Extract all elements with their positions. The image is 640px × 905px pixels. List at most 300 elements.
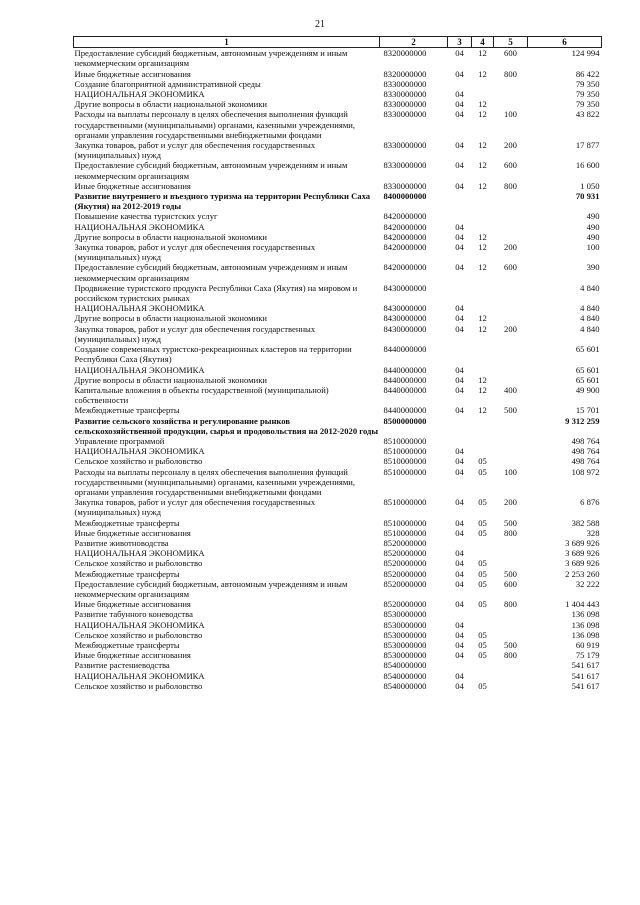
row-subsection: 12 <box>478 160 487 171</box>
row-code: 8430000000 <box>383 303 427 314</box>
row-amount: 17 877 <box>575 140 600 151</box>
table-row <box>74 497 602 517</box>
row-name: Создание благоприятной административной среды <box>74 78 261 89</box>
row-amount: 3 689 926 <box>565 537 600 548</box>
row-name: Сельское хозяйство и рыболовство <box>74 629 203 640</box>
row-amount: 79 350 <box>575 89 600 100</box>
row-expense-type <box>494 681 528 691</box>
row-subsection <box>472 436 494 446</box>
row-code: 8320000000 <box>383 48 427 59</box>
row-section: 04 <box>455 313 464 324</box>
row-amount: 49 900 <box>575 384 600 395</box>
row-amount: 43 822 <box>575 109 600 120</box>
row-code: 8420000000 <box>383 211 427 222</box>
row-code: 8400000000 <box>383 191 427 202</box>
row-expense-type <box>494 456 528 466</box>
row-code: 8510000000 <box>383 435 427 446</box>
row-name: Другие вопросы в области национальной экономики <box>74 231 267 242</box>
row-code: 8530000000 <box>383 619 427 630</box>
row-name: Межбюджетные трансферты <box>74 405 180 416</box>
row-name: Развитие растениеводства <box>74 660 170 671</box>
row-amount: 70 931 <box>575 191 600 202</box>
row-expense-type <box>494 79 528 89</box>
row-code: 8530000000 <box>383 629 427 640</box>
row-code: 8330000000 <box>383 109 427 120</box>
row-expense-type: 200 <box>504 497 517 508</box>
row-subsection: 05 <box>478 517 487 528</box>
row-name: Капитальные вложения в объекты государственной (муниципальной) собственности <box>74 384 329 406</box>
table-row <box>74 69 602 79</box>
row-expense-type: 800 <box>504 527 517 538</box>
row-code: 8420000000 <box>383 242 427 253</box>
row-amount: 1 050 <box>580 180 600 191</box>
row-expense-type: 400 <box>504 384 517 395</box>
row-subsection <box>472 283 494 303</box>
row-code: 8430000000 <box>383 323 427 334</box>
row-amount: 2 253 260 <box>565 568 600 579</box>
row-expense-type <box>494 89 528 99</box>
row-expense-type: 600 <box>504 48 517 59</box>
row-amount: 16 600 <box>575 160 600 171</box>
table-row <box>74 181 602 191</box>
row-section: 04 <box>455 639 464 650</box>
row-name: Иные бюджетные ассигнования <box>74 599 191 610</box>
row-expense-type: 200 <box>504 242 517 253</box>
row-amount: 60 919 <box>575 639 600 650</box>
row-subsection <box>472 446 494 456</box>
row-expense-type <box>494 538 528 548</box>
row-section <box>448 211 472 221</box>
table-row <box>74 232 602 242</box>
table-row <box>74 222 602 232</box>
row-name: Расходы на выплаты персоналу в целях обеспечения выполнения функций государственными (муниципальными) органами, казенными учреждениями, органами управления государственными внебюджетными фондами <box>74 466 356 497</box>
table-row <box>74 416 602 436</box>
row-section: 04 <box>455 180 464 191</box>
row-name: Другие вопросы в области национальной экономики <box>74 313 267 324</box>
row-name: Создание современных туристско-рекреационных кластеров на территории Республики Саха (Якутия) <box>74 344 352 365</box>
row-name: НАЦИОНАЛЬНАЯ ЭКОНОМИКА <box>74 89 205 100</box>
row-name: НАЦИОНАЛЬНАЯ ЭКОНОМИКА <box>74 670 205 681</box>
row-name: Управление программой <box>74 435 165 446</box>
row-subsection: 12 <box>478 99 487 110</box>
table-row <box>74 548 602 558</box>
row-name: Иные бюджетные ассигнования <box>74 180 191 191</box>
row-name: Иные бюджетные ассигнования <box>74 527 191 538</box>
row-name: НАЦИОНАЛЬНАЯ ЭКОНОМИКА <box>74 364 205 375</box>
table-row <box>74 303 602 313</box>
row-amount: 541 617 <box>571 680 600 691</box>
row-name: Сельское хозяйство и рыболовство <box>74 680 203 691</box>
row-section <box>448 416 472 436</box>
row-amount: 9 312 259 <box>565 415 600 426</box>
row-name: Межбюджетные трансферты <box>74 568 180 579</box>
row-code: 8330000000 <box>383 180 427 191</box>
row-expense-type: 500 <box>504 517 517 528</box>
row-name: НАЦИОНАЛЬНАЯ ЭКОНОМИКА <box>74 303 205 314</box>
row-expense-type <box>494 660 528 670</box>
row-subsection <box>472 609 494 619</box>
row-code: 8520000000 <box>383 578 427 589</box>
row-name: Предоставление субсидий бюджетным, автономным учреждениям и иным некоммерческим организациям <box>74 160 348 181</box>
row-expense-type: 500 <box>504 405 517 416</box>
row-amount: 390 <box>586 262 600 273</box>
row-amount: 124 994 <box>571 48 600 59</box>
row-subsection <box>472 365 494 375</box>
row-code: 8530000000 <box>383 609 427 620</box>
row-name: Повышение качества туристских услуг <box>74 211 218 222</box>
header-col-4: 4 <box>472 37 494 48</box>
row-section <box>448 344 472 364</box>
row-amount: 490 <box>586 211 600 222</box>
row-section: 04 <box>455 374 464 385</box>
row-expense-type <box>494 283 528 303</box>
row-section: 04 <box>455 558 464 569</box>
row-name: Межбюджетные трансферты <box>74 517 180 528</box>
row-expense-type: 800 <box>504 180 517 191</box>
row-code: 8430000000 <box>383 282 427 293</box>
row-expense-type <box>494 416 528 436</box>
table-row <box>74 283 602 303</box>
row-name: НАЦИОНАЛЬНАЯ ЭКОНОМИКА <box>74 221 205 232</box>
table-row <box>74 518 602 528</box>
row-section: 04 <box>455 517 464 528</box>
row-amount: 65 601 <box>575 344 600 355</box>
row-subsection: 12 <box>478 180 487 191</box>
row-name: Закупка товаров, работ и услуг для обеспечения государственных (муниципальных) нужд <box>74 497 316 518</box>
row-amount: 108 972 <box>571 466 600 477</box>
row-expense-type: 800 <box>504 650 517 661</box>
row-section: 04 <box>455 242 464 253</box>
row-section: 04 <box>455 48 464 59</box>
row-subsection: 05 <box>478 639 487 650</box>
table-row <box>74 140 602 160</box>
row-section: 04 <box>455 99 464 110</box>
row-subsection <box>472 222 494 232</box>
table-row <box>74 365 602 375</box>
row-subsection: 05 <box>478 466 487 477</box>
row-expense-type <box>494 446 528 456</box>
row-code: 8500000000 <box>383 415 427 426</box>
row-amount: 4 840 <box>580 313 600 324</box>
row-code: 8520000000 <box>383 548 427 559</box>
row-name: Предоставление субсидий бюджетным, автономным учреждениям и иным некоммерческим организациям <box>74 48 348 69</box>
row-expense-type <box>494 344 528 364</box>
table-row <box>74 620 602 630</box>
table-row <box>74 640 602 650</box>
table-row <box>74 48 602 69</box>
header-col-5: 5 <box>494 37 528 48</box>
row-subsection <box>472 303 494 313</box>
row-section: 04 <box>455 89 464 100</box>
row-section <box>448 660 472 670</box>
row-expense-type <box>494 222 528 232</box>
table-row <box>74 650 602 660</box>
row-code: 8510000000 <box>383 497 427 508</box>
row-expense-type: 100 <box>504 109 517 120</box>
row-section: 04 <box>455 548 464 559</box>
table-row <box>74 579 602 599</box>
row-amount: 541 617 <box>571 670 600 681</box>
budget-table <box>73 36 602 691</box>
row-section: 04 <box>455 160 464 171</box>
table-row <box>74 681 602 691</box>
row-expense-type: 500 <box>504 568 517 579</box>
row-subsection <box>472 538 494 548</box>
row-code: 8420000000 <box>383 231 427 242</box>
row-section: 04 <box>455 231 464 242</box>
row-section: 04 <box>455 527 464 538</box>
row-subsection <box>472 548 494 558</box>
row-name: Предоставление субсидий бюджетным, автономным учреждениям и иным некоммерческим организациям <box>74 578 348 599</box>
row-expense-type: 600 <box>504 578 517 589</box>
row-section: 04 <box>455 140 464 151</box>
table-row <box>74 456 602 466</box>
row-code: 8330000000 <box>383 140 427 151</box>
row-subsection <box>472 211 494 221</box>
row-expense-type: 200 <box>504 323 517 334</box>
row-amount: 3 689 926 <box>565 548 600 559</box>
row-section: 04 <box>455 568 464 579</box>
row-name: Межбюджетные трансферты <box>74 639 180 650</box>
row-expense-type <box>494 191 528 211</box>
row-expense-type: 600 <box>504 160 517 171</box>
row-amount: 382 588 <box>571 517 600 528</box>
row-name: Иные бюджетные ассигнования <box>74 650 191 661</box>
row-subsection <box>472 671 494 681</box>
row-expense-type: 500 <box>504 639 517 650</box>
row-section <box>448 191 472 211</box>
row-name: Закупка товаров, работ и услуг для обеспечения государственных (муниципальных) нужд <box>74 140 316 161</box>
table-row <box>74 79 602 89</box>
row-section <box>448 79 472 89</box>
row-subsection <box>472 344 494 364</box>
row-code: 8540000000 <box>383 670 427 681</box>
row-section: 04 <box>455 650 464 661</box>
row-subsection: 12 <box>478 313 487 324</box>
row-expense-type <box>494 313 528 323</box>
row-amount: 6 876 <box>580 497 600 508</box>
row-section <box>448 609 472 619</box>
table-row <box>74 99 602 109</box>
row-subsection: 12 <box>478 384 487 395</box>
row-section: 04 <box>455 497 464 508</box>
row-subsection: 12 <box>478 405 487 416</box>
row-amount: 65 601 <box>575 364 600 375</box>
row-subsection: 12 <box>478 68 487 79</box>
row-amount: 136 098 <box>571 619 600 630</box>
row-amount: 541 617 <box>571 660 600 671</box>
row-section: 04 <box>455 109 464 120</box>
row-name: Сельское хозяйство и рыболовство <box>74 456 203 467</box>
table-row <box>74 609 602 619</box>
row-expense-type: 200 <box>504 140 517 151</box>
row-code: 8440000000 <box>383 384 427 395</box>
table-row <box>74 242 602 262</box>
row-expense-type <box>494 609 528 619</box>
row-code: 8520000000 <box>383 568 427 579</box>
row-amount: 4 840 <box>580 282 600 293</box>
row-expense-type <box>494 630 528 640</box>
row-amount: 15 701 <box>575 405 600 416</box>
row-subsection: 05 <box>478 558 487 569</box>
row-code: 8440000000 <box>383 364 427 375</box>
row-expense-type <box>494 548 528 558</box>
row-amount: 79 350 <box>575 78 600 89</box>
row-amount: 100 <box>586 242 600 253</box>
row-code: 8420000000 <box>383 221 427 232</box>
row-subsection: 12 <box>478 323 487 334</box>
row-amount: 75 179 <box>575 650 600 661</box>
row-subsection: 12 <box>478 109 487 120</box>
row-subsection: 12 <box>478 374 487 385</box>
row-expense-type <box>494 436 528 446</box>
row-expense-type <box>494 671 528 681</box>
row-expense-type <box>494 211 528 221</box>
row-amount: 4 840 <box>580 303 600 314</box>
table-row <box>74 375 602 385</box>
row-subsection: 05 <box>478 568 487 579</box>
row-amount: 498 764 <box>571 446 600 457</box>
header-col-1: 1 <box>74 37 380 48</box>
table-row <box>74 344 602 364</box>
row-section <box>448 538 472 548</box>
row-code: 8540000000 <box>383 660 427 671</box>
row-code: 8510000000 <box>383 517 427 528</box>
row-section <box>448 283 472 303</box>
table-row <box>74 211 602 221</box>
row-section: 04 <box>455 456 464 467</box>
row-expense-type <box>494 232 528 242</box>
row-subsection: 05 <box>478 680 487 691</box>
row-code: 8420000000 <box>383 262 427 273</box>
table-row <box>74 446 602 456</box>
row-section: 04 <box>455 221 464 232</box>
row-subsection: 05 <box>478 578 487 589</box>
row-subsection <box>472 89 494 99</box>
row-subsection: 05 <box>478 456 487 467</box>
row-subsection: 12 <box>478 242 487 253</box>
header-col-6: 6 <box>528 37 602 48</box>
table-row <box>74 660 602 670</box>
row-name: Развитие внутреннего и въездного туризма на территории Республики Саха (Якутия) на 2012-2019 годы <box>74 191 371 212</box>
row-subsection <box>472 79 494 89</box>
row-subsection: 05 <box>478 650 487 661</box>
row-code: 8320000000 <box>383 68 427 79</box>
row-name: НАЦИОНАЛЬНАЯ ЭКОНОМИКА <box>74 548 205 559</box>
row-subsection: 05 <box>478 599 487 610</box>
row-code: 8510000000 <box>383 456 427 467</box>
row-amount: 490 <box>586 221 600 232</box>
row-amount: 136 098 <box>571 609 600 620</box>
row-code: 8530000000 <box>383 650 427 661</box>
row-section: 04 <box>455 619 464 630</box>
row-section: 04 <box>455 323 464 334</box>
row-code: 8520000000 <box>383 537 427 548</box>
row-subsection: 05 <box>478 527 487 538</box>
row-code: 8530000000 <box>383 639 427 650</box>
table-row <box>74 405 602 415</box>
row-section: 04 <box>455 384 464 395</box>
row-section: 04 <box>455 680 464 691</box>
row-expense-type <box>494 365 528 375</box>
row-name: Сельское хозяйство и рыболовство <box>74 558 203 569</box>
row-code: 8330000000 <box>383 160 427 171</box>
row-amount: 1 404 443 <box>565 599 600 610</box>
row-section: 04 <box>455 599 464 610</box>
row-section: 04 <box>455 629 464 640</box>
header-col-3: 3 <box>448 37 472 48</box>
row-expense-type <box>494 303 528 313</box>
table-row <box>74 467 602 498</box>
row-subsection: 05 <box>478 497 487 508</box>
row-subsection: 12 <box>478 231 487 242</box>
row-name: Иные бюджетные ассигнования <box>74 68 191 79</box>
row-name: НАЦИОНАЛЬНАЯ ЭКОНОМИКА <box>74 446 205 457</box>
row-section: 04 <box>455 446 464 457</box>
table-row <box>74 528 602 538</box>
table-row <box>74 538 602 548</box>
row-expense-type: 600 <box>504 262 517 273</box>
row-name: Предоставление субсидий бюджетным, автономным учреждениям и иным некоммерческим организациям <box>74 262 348 283</box>
row-amount: 4 840 <box>580 323 600 334</box>
row-subsection: 05 <box>478 629 487 640</box>
table-row <box>74 191 602 211</box>
row-section: 04 <box>455 364 464 375</box>
row-expense-type <box>494 375 528 385</box>
table-row <box>74 313 602 323</box>
page-number: 21 <box>315 19 325 30</box>
row-code: 8440000000 <box>383 344 427 355</box>
table-row <box>74 599 602 609</box>
table-row <box>74 385 602 405</box>
row-name: Другие вопросы в области национальной экономики <box>74 374 267 385</box>
row-name: Другие вопросы в области национальной экономики <box>74 99 267 110</box>
row-code: 8540000000 <box>383 680 427 691</box>
row-section: 04 <box>455 68 464 79</box>
row-amount: 79 350 <box>575 99 600 110</box>
row-name: Закупка товаров, работ и услуг для обеспечения государственных (муниципальных) нужд <box>74 242 316 263</box>
row-code: 8520000000 <box>383 599 427 610</box>
row-name: Расходы на выплаты персоналу в целях обеспечения выполнения функций государственными (муниципальными) органами, казенными учреждениями, органами управления государственными внебюджетными фондами <box>74 109 356 140</box>
row-amount: 3 689 926 <box>565 558 600 569</box>
row-amount: 136 098 <box>571 629 600 640</box>
row-amount: 65 601 <box>575 374 600 385</box>
row-name: Продвижение туристского продукта Республики Саха (Якутия) на мировом и российском туристских рынках <box>74 282 358 304</box>
row-name: Закупка товаров, работ и услуг для обеспечения государственных (муниципальных) нужд <box>74 323 316 344</box>
row-section: 04 <box>455 262 464 273</box>
row-code: 8330000000 <box>383 89 427 100</box>
row-code: 8440000000 <box>383 374 427 385</box>
row-subsection: 12 <box>478 262 487 273</box>
table-row <box>74 671 602 681</box>
row-code: 8330000000 <box>383 99 427 110</box>
row-subsection <box>472 191 494 211</box>
row-name: НАЦИОНАЛЬНАЯ ЭКОНОМИКА <box>74 619 205 630</box>
table-row <box>74 109 602 140</box>
row-amount: 498 764 <box>571 435 600 446</box>
row-section: 04 <box>455 466 464 477</box>
table-row <box>74 558 602 568</box>
table-row <box>74 89 602 99</box>
table-row <box>74 569 602 579</box>
row-amount: 490 <box>586 231 600 242</box>
row-code: 8510000000 <box>383 527 427 538</box>
row-section: 04 <box>455 670 464 681</box>
row-code: 8510000000 <box>383 466 427 477</box>
row-section: 04 <box>455 405 464 416</box>
table-row <box>74 262 602 282</box>
row-subsection: 12 <box>478 140 487 151</box>
